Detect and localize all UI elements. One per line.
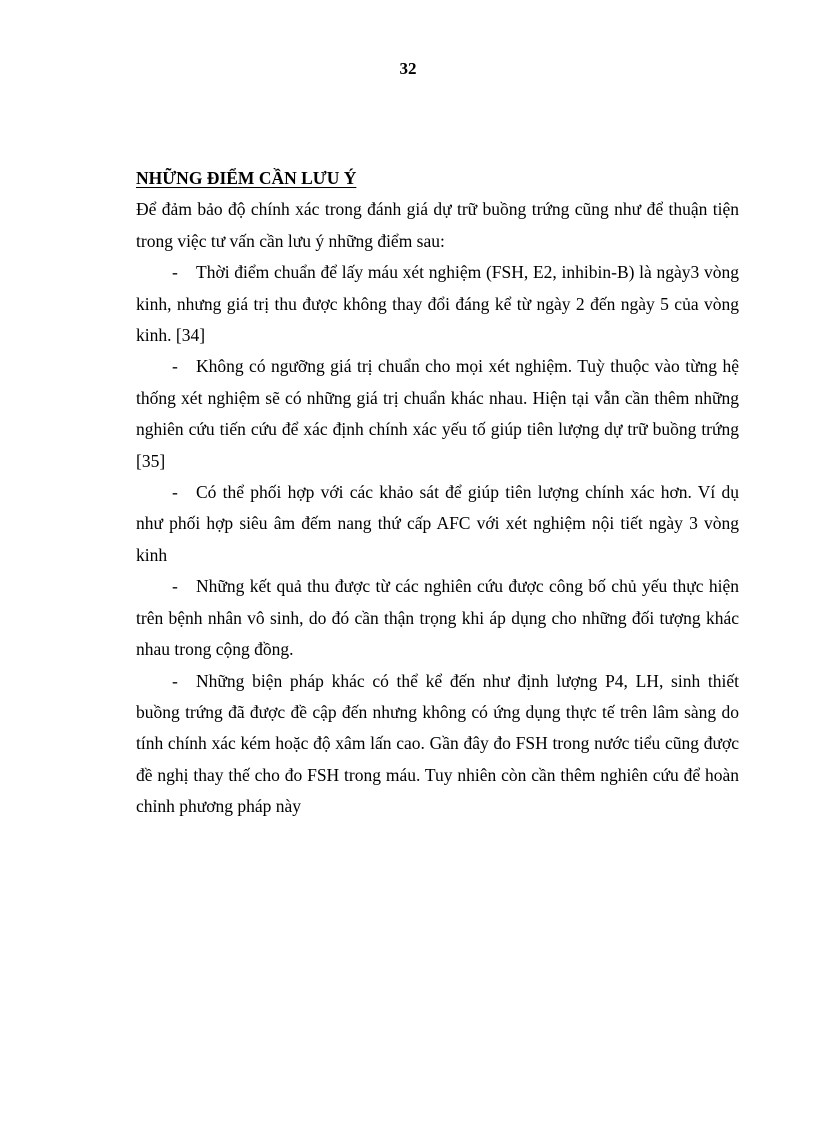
bullet-dash: -: [172, 576, 178, 597]
section-heading: NHỮNG ĐIỂM CẦN LƯU Ý: [136, 168, 357, 188]
page-number: 32: [399, 59, 417, 78]
list-item: [136, 666, 739, 823]
intro-paragraph: Để đảm bảo độ chính xác trong đánh giá dự trữ buồng trứng cũng như để thuận tiện trong việc tư vấn cần lưu ý những điểm sau:: [136, 199, 739, 251]
list-item-text: Những biện pháp khác có thể kể đến như định lượng P4, LH, sinh thiết buồng trứng đã được đề cập đến nhưng không có ứng dụng thực tế trên lâm sàng do tính chính xác kém hoặc độ xâm lấn cao. Gần đây đo FSH trong nước tiểu cũng được đề nghị thay thế cho đo FSH trong máu. Tuy nhiên còn cần thêm nghiên cứu để hoàn chỉnh phương pháp này: [136, 670, 739, 817]
bullet-dash: -: [172, 356, 178, 377]
list-item-text: Không có ngưỡng giá trị chuẩn cho mọi xét nghiệm. Tuỳ thuộc vào từng hệ thống xét nghiệm sẽ có những giá trị chuẩn khác nhau. Hiện tại vẫn cần thêm những nghiên cứu tiến cứu để xác định chính xác yếu tố giúp tiên lượng dự trữ buồng trứng [35]: [136, 356, 739, 471]
list-item: [136, 257, 739, 351]
bullet-dash: -: [172, 262, 178, 283]
list-item: [136, 477, 739, 571]
list-item-text: Thời điểm chuẩn để lấy máu xét nghiệm (FSH, E2, inhibin-B) là ngày3 vòng kinh, nhưng giá trị thu được không thay đổi đáng kể từ ngày 2 đến ngày 5 của vòng kinh. [34]: [136, 262, 739, 346]
bullet-dash: -: [172, 670, 178, 691]
list-item: [136, 571, 739, 665]
list-item-text: Có thể phối hợp với các khảo sát để giúp tiên lượng chính xác hơn. Ví dụ như phối hợp siêu âm đếm nang thứ cấp AFC với xét nghiệm nội tiết ngày 3 vòng kinh: [136, 482, 739, 565]
list-item: [136, 351, 739, 477]
document-body: [136, 163, 739, 823]
bullet-dash: -: [172, 482, 178, 503]
list-item-text: Những kết quả thu được từ các nghiên cứu được công bố chủ yếu thực hiện trên bệnh nhân vô sinh, do đó cần thận trọng khi áp dụng cho những đối tượng khác nhau trong cộng đồng.: [136, 576, 739, 660]
